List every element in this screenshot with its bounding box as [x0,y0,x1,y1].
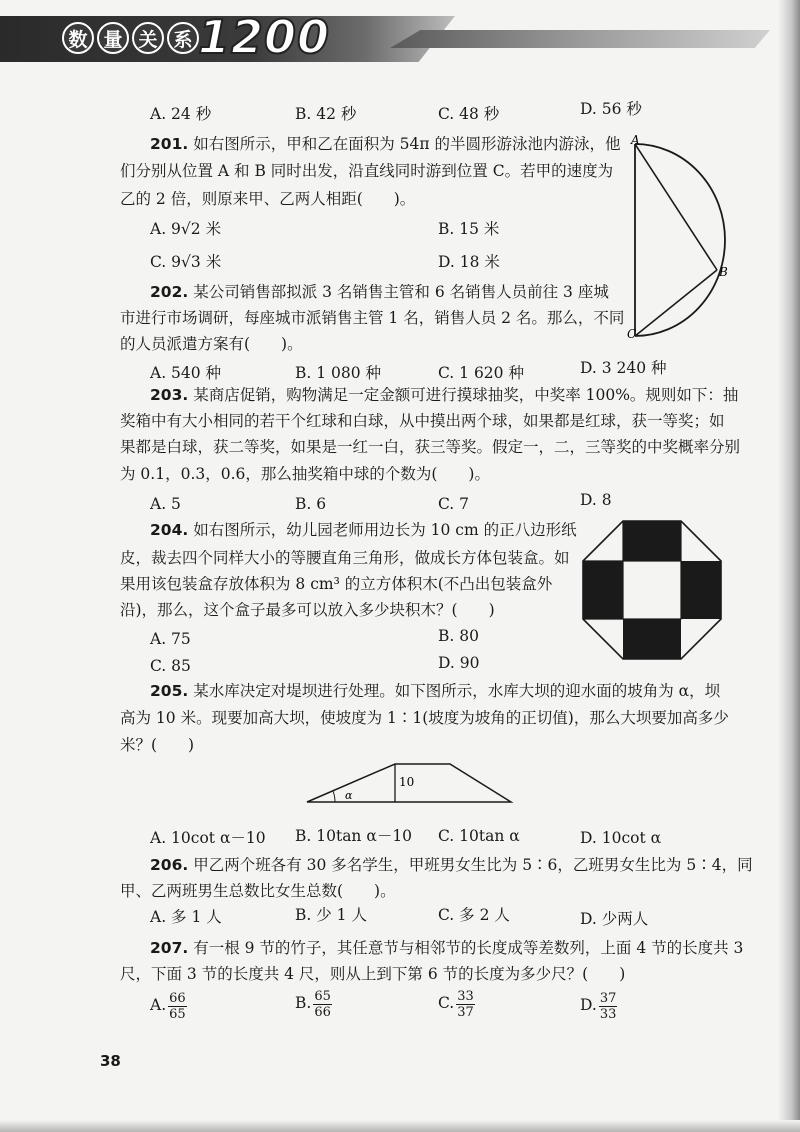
fraction [599,991,618,1022]
q202-option-b: B. 1 080 种 [295,364,382,382]
fraction-denominator: 66 [314,1004,331,1020]
q203-text: 某商店促销，购物满足一定金额可进行摸球抽奖，中奖率 100%。规则如下：抽 [193,386,739,404]
q204-option-b: B. 80 [438,627,479,645]
q205-option-c: C. 10tan α [438,827,520,845]
q202-option-a: A. 540 种 [150,364,222,382]
q207-text: 有一根 9 节的竹子，其任意节与相邻节的长度成等差数列，上面 4 节的长度共 3 [193,939,744,957]
fraction [168,991,187,1022]
q206-option-b: B. 少 1 人 [295,906,367,924]
q206-line-1 [150,855,753,875]
page-edge-shadow [778,0,800,1132]
q207-option-d [580,988,617,1022]
q203-line-3: 果都是白球，获二等奖，如果是一红一白，获三等奖。假定一，二，三等奖的中奖概率分别 [120,438,741,456]
header-stripe [390,30,770,48]
q202-number: 202. [150,283,189,301]
q204-option-c: C. 85 [150,657,191,675]
q206-line-2: 甲、乙两班男生总数比女生总数( )。 [120,882,396,900]
q202-option-d: D. 3 240 种 [580,359,667,377]
q203-number: 203. [150,386,189,404]
q207-line-2: 尺，下面 3 节的长度共 4 尺，则从上到下第 6 节的长度为多少尺？( ) [120,965,626,983]
segment-ab [635,144,717,270]
option-letter: D. [580,996,597,1014]
dam-cross-section-figure [305,760,515,806]
octagon-box-figure [582,520,722,660]
q200-option-b: B. 42 秒 [295,105,357,123]
q205-option-a: A. 10cot α－10 [150,829,266,847]
q202-line-3: 的人员派遣方案有( )。 [120,335,303,353]
bottom-flap [623,619,681,659]
page-bottom-shadow [0,1120,800,1132]
header-char: 系 [167,22,199,54]
q203-option-c: C. 7 [438,495,470,513]
semicircle-figure [615,132,728,344]
q204-line-4: 沿)，那么，这个盒子最多可以放入多少块积木？( ) [120,601,495,619]
header-char: 量 [97,22,129,54]
fraction-denominator: 65 [169,1006,186,1022]
q205-number: 205. [150,682,189,700]
q204-line-3: 果用该包装盒存放体积为 8 cm³ 的立方体积木(不凸出包装盒外 [120,575,553,593]
q203-option-d: D. 8 [580,491,612,509]
q204-number: 204. [150,521,189,539]
fraction-numerator: 65 [314,988,331,1004]
q207-option-c [438,986,475,1020]
q201-option-d: D. 18 米 [438,253,500,271]
q201-line-2: 们分别从位置 A 和 B 同时出发，沿直线同时游到位置 C。若甲的速度为 [120,162,614,180]
q204-text: 如右图所示，幼儿园老师用边长为 10 cm 的正八边形纸 [193,521,577,539]
q202-option-c: C. 1 620 种 [438,364,524,382]
fraction-numerator: 66 [169,990,186,1006]
q203-line-1 [150,385,738,405]
q203-option-a: A. 5 [150,495,181,513]
q204-option-d: D. 90 [438,654,480,672]
q204-line-1 [150,520,577,540]
q204-option-a: A. 75 [150,630,191,648]
q203-option-b: B. 6 [295,495,327,513]
option-letter: A. [150,996,167,1014]
q206-option-d: D. 少两人 [580,910,649,928]
q202-text: 某公司销售部拟派 3 名销售主管和 6 名销售人员前往 3 座城 [193,283,609,301]
header-char: 数 [62,22,94,54]
q207-number: 207. [150,939,189,957]
fraction [456,989,475,1020]
q201-text: 如右图所示，甲和乙在面积为 54π 的半圆形游泳池内游泳，他 [193,135,621,153]
left-flap [583,561,623,619]
q206-option-a: A. 多 1 人 [150,908,222,926]
q205-option-d: D. 10cot α [580,829,662,847]
option-letter: C. [438,994,455,1012]
q201-line-3: 乙的 2 倍，则原来甲、乙两人相距( )。 [120,190,416,208]
q202-line-1 [150,282,609,302]
fraction-numerator: 37 [599,990,617,1006]
q201-option-a: A. 9√2 米 [150,220,222,238]
q205-line-1 [150,681,720,701]
q205-line-3: 米？( ) [120,736,195,754]
q206-option-c: C. 多 2 人 [438,906,510,924]
q201-number: 201. [150,135,189,153]
q201-line-1 [150,134,620,154]
fraction-numerator: 33 [457,988,474,1004]
right-flap [681,561,721,619]
option-letter: B. [295,994,312,1012]
fraction-denominator: 33 [599,1006,617,1022]
q200-option-d: D. 56 秒 [580,100,642,118]
top-flap [623,521,681,561]
q205-line-2: 高为 10 米。现要加高大坝，使坡度为 1∶1(坡度为坡角的正切值)，那么大坝要加高多少 [120,709,729,727]
q203-line-4: 为 0.1，0.3，0.6，那么抽奖箱中球的个数为( )。 [120,465,490,483]
q204-line-2: 皮，裁去四个同样大小的等腰直角三角形，做成长方体包装盒。如 [120,549,570,567]
header-char: 关 [132,22,164,54]
point-b-label: B [719,265,728,279]
point-c-label: C [627,327,637,341]
header-title [62,22,199,54]
q205-text: 某水库决定对堤坝进行处理。如下图所示，水库大坝的迎水面的坡角为 α，坝 [193,682,721,700]
q207-option-a [150,988,187,1022]
q203-line-2: 奖箱中有大小相同的若干个红球和白球，从中摸出两个球，如果都是红球，获一等奖；如 [120,412,725,430]
q206-number: 206. [150,856,189,874]
angle-alpha-label: α [345,789,353,802]
q205-option-b: B. 10tan α－10 [295,827,413,845]
q200-option-c: C. 48 秒 [438,105,500,123]
q201-option-c: C. 9√3 米 [150,253,222,271]
box-base [623,561,681,619]
q201-option-b: B. 15 米 [438,220,500,238]
q206-text: 甲乙两个班各有 30 多名学生，甲班男女生比为 5∶6，乙班男女生比为 5∶4，同 [193,856,753,874]
q202-line-2: 市进行市场调研，每座城市派销售主管 1 名，销售人员 2 名。那么，不同 [120,309,625,327]
q200-option-a: A. 24 秒 [150,105,212,123]
angle-arc [333,791,335,802]
semicircle-arc [635,144,725,336]
q207-line-1 [150,938,743,958]
q207-option-b [295,986,332,1020]
point-a-label: A [631,133,640,147]
height-label: 10 [399,775,415,789]
header-number: 1200 [198,10,331,64]
page-number: 38 [100,1052,121,1070]
fraction-denominator: 37 [457,1004,474,1020]
fraction [313,989,332,1020]
